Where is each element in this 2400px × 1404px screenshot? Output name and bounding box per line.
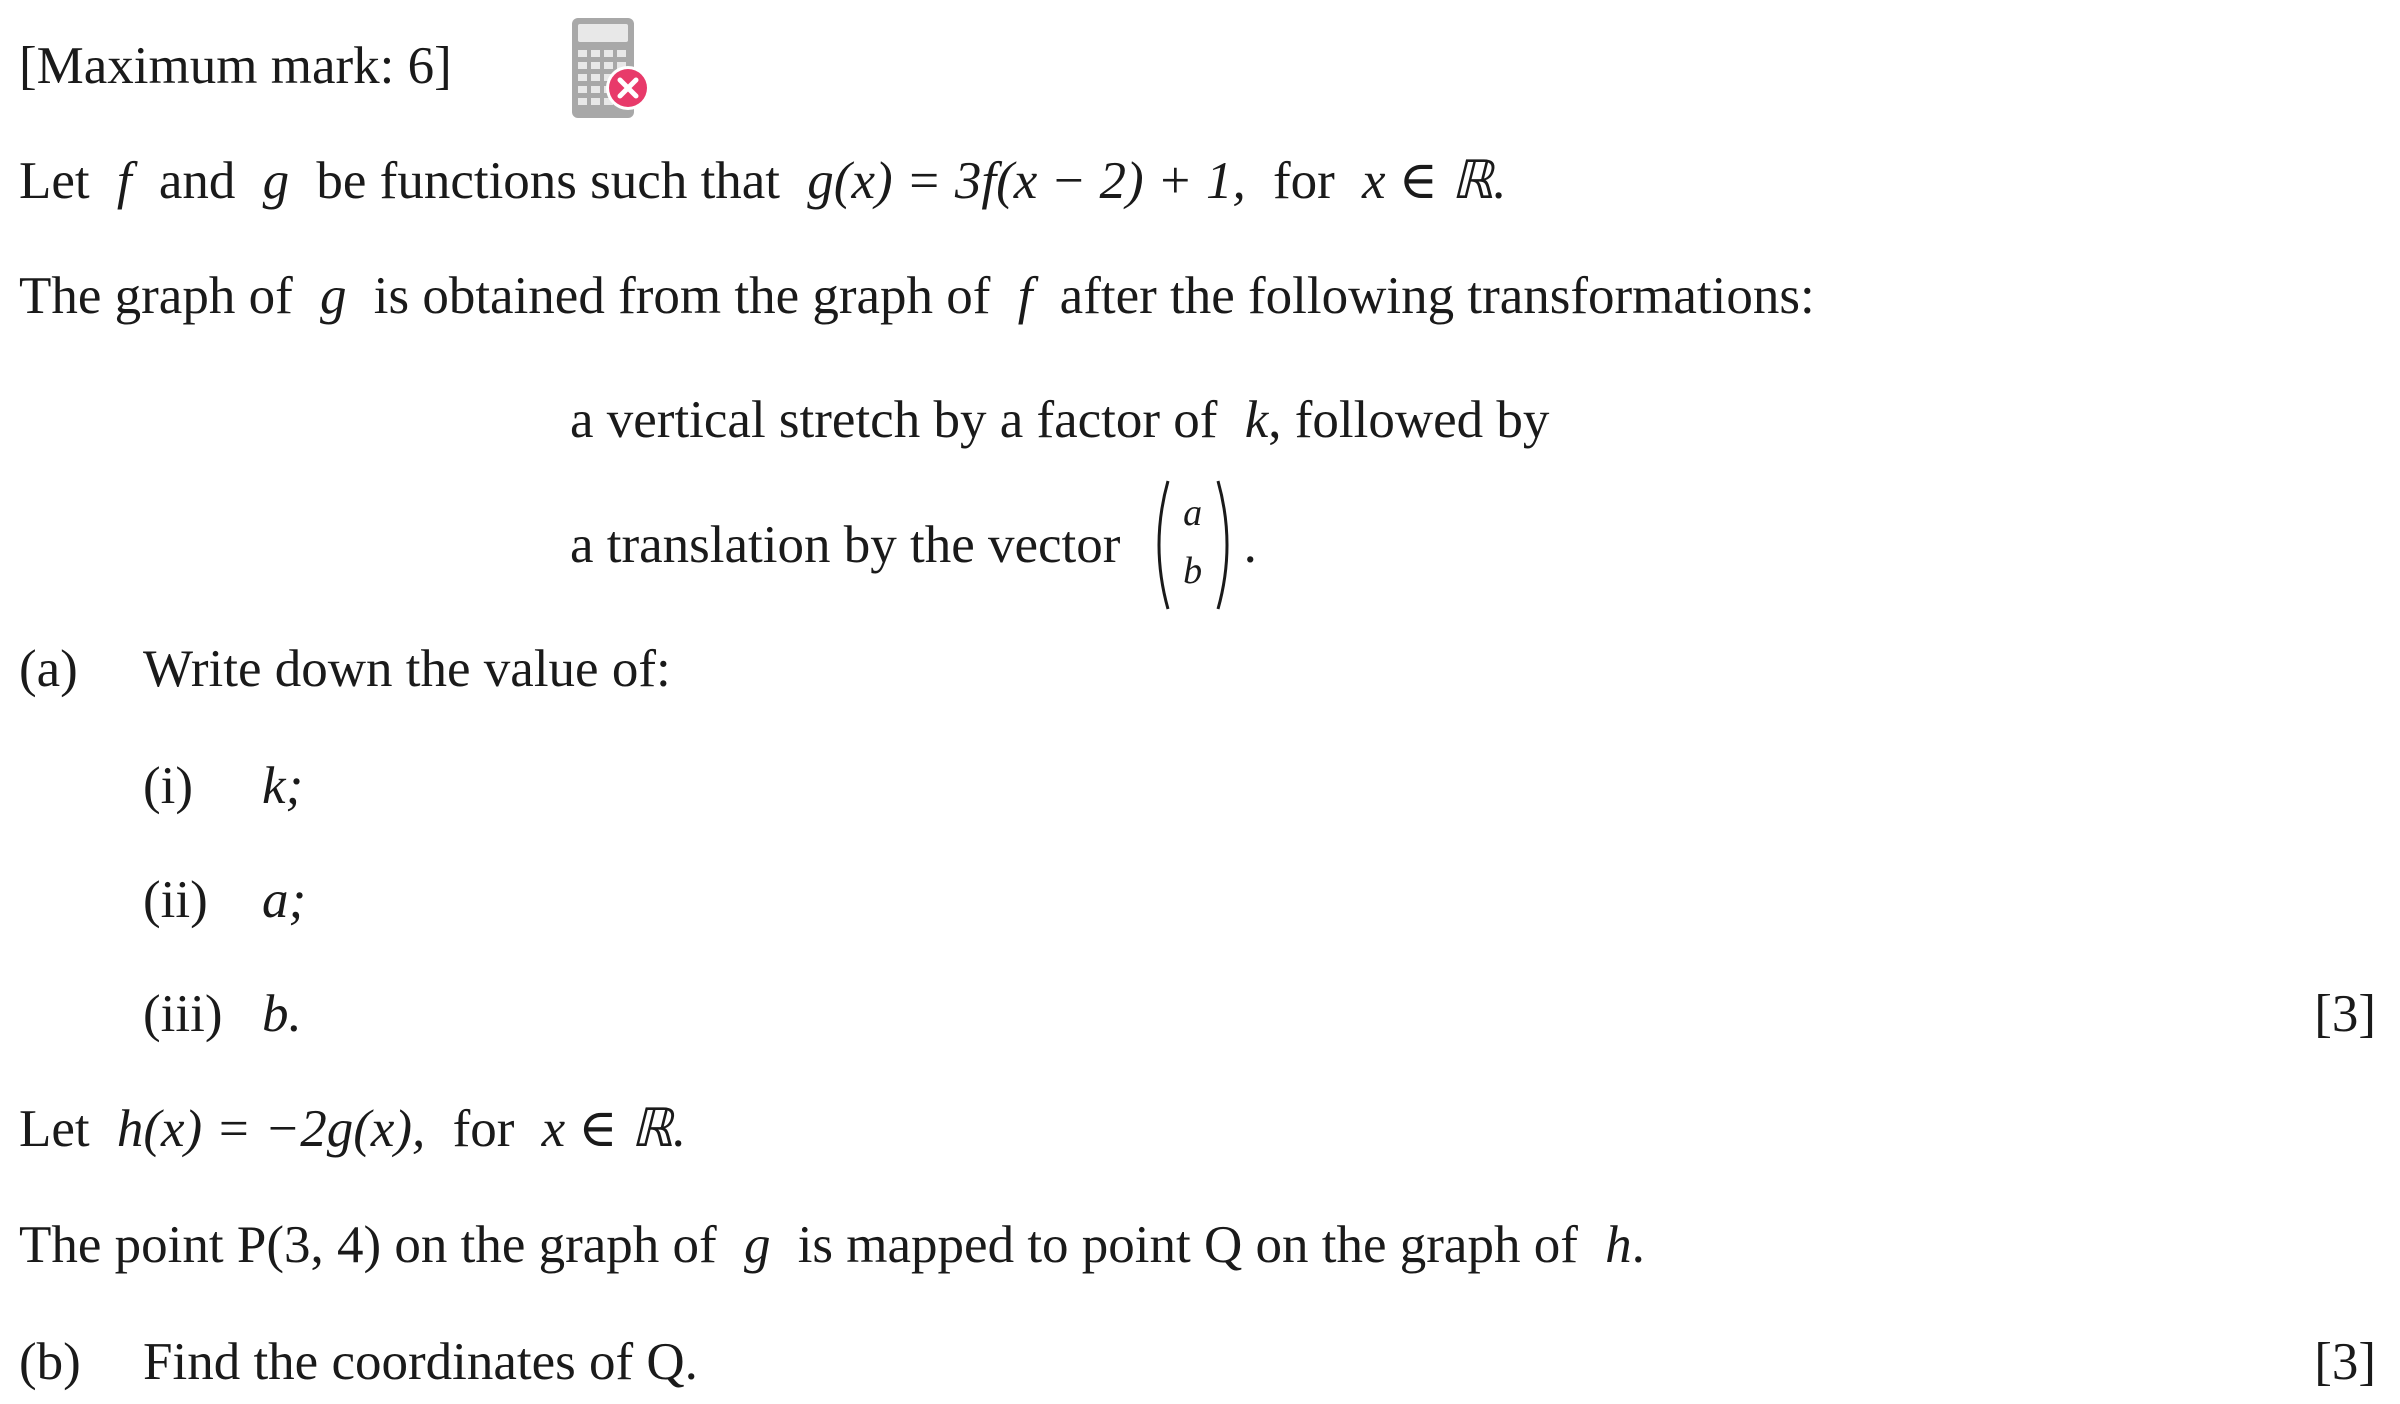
point-sentence-end: . xyxy=(1631,1216,1645,1274)
part-a-ii-value: a; xyxy=(262,871,307,929)
part-a-i-label: (i) xyxy=(143,757,194,815)
part-a-iii-value: b. xyxy=(262,985,302,1043)
stretch-var-k: k xyxy=(1244,391,1269,449)
graph-sentence-g: g xyxy=(319,267,347,325)
stretch-end: , followed by xyxy=(1268,391,1550,449)
point-sentence xyxy=(19,1213,1645,1277)
point-sentence-part2: is mapped to point Q on the graph of xyxy=(797,1216,1578,1274)
max-mark-label xyxy=(19,34,452,98)
intro-let: Let xyxy=(19,152,90,210)
point-sentence-g: g xyxy=(743,1216,771,1274)
intro-f: f xyxy=(116,152,132,210)
translation-vector xyxy=(1148,475,1238,615)
translation-end: . xyxy=(1243,515,1257,574)
intro-domain: x ∈ ℝ. xyxy=(1362,152,1507,210)
h-definition xyxy=(19,1097,686,1161)
vector-a: a xyxy=(1183,491,1203,534)
transformation-translation xyxy=(570,470,1257,615)
part-a-marks: [3] xyxy=(2314,985,2376,1043)
graph-sentence-part1: The graph of xyxy=(19,267,293,325)
part-b-marks: [3] xyxy=(2314,1333,2376,1391)
intro-for: for xyxy=(1272,152,1335,210)
part-a-ii-label: (ii) xyxy=(143,871,208,929)
graph-sentence-part3: after the following transformations: xyxy=(1059,267,1815,325)
h-def-for: for xyxy=(452,1100,515,1158)
part-b-text: Find the coordinates of Q. xyxy=(143,1333,698,1391)
part-a-text: Write down the value of: xyxy=(143,640,671,698)
translation-text: a translation by the vector xyxy=(570,515,1121,574)
h-def-domain: x ∈ ℝ. xyxy=(541,1100,687,1158)
transformation-stretch xyxy=(570,388,1549,452)
part-a-i-value: k; xyxy=(262,757,304,815)
h-def-equation: h(x) = −2g(x), xyxy=(116,1100,426,1158)
stretch-text: a vertical stretch by a factor of xyxy=(570,391,1218,449)
point-sentence-h: h xyxy=(1605,1216,1632,1274)
intro-equation: g(x) = 3f(x − 2) + 1, xyxy=(807,152,1246,210)
graph-sentence-part2: is obtained from the graph of xyxy=(373,267,991,325)
no-calculator-icon xyxy=(570,18,654,122)
intro-be-functions: be functions such that xyxy=(316,152,781,210)
intro-line xyxy=(19,149,1507,213)
point-sentence-part1: The point P(3, 4) on the graph of xyxy=(19,1216,717,1274)
graph-sentence xyxy=(19,264,1815,328)
part-a-iii-label: (iii) xyxy=(143,985,223,1043)
part-b-label: (b) xyxy=(19,1333,81,1391)
max-mark-text: [Maximum mark: 6] xyxy=(19,37,452,95)
part-a-label: (a) xyxy=(19,640,78,698)
vector-b: b xyxy=(1183,549,1203,592)
intro-and: and xyxy=(158,152,236,210)
intro-g: g xyxy=(262,152,290,210)
h-def-let: Let xyxy=(19,1100,90,1158)
graph-sentence-f: f xyxy=(1017,267,1033,325)
